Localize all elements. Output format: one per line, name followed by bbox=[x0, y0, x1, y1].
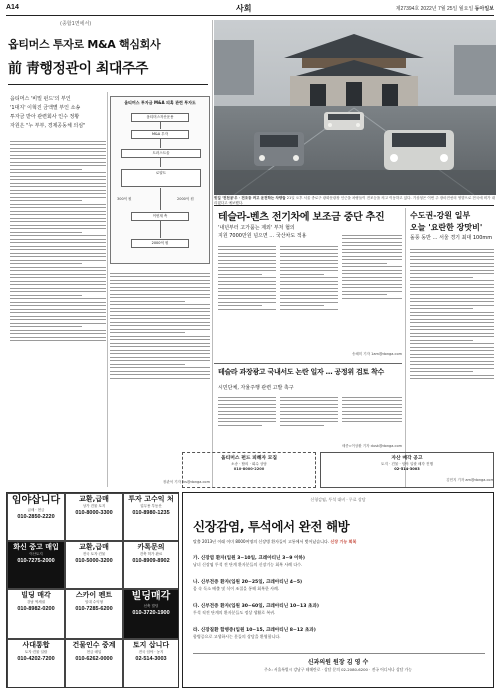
body-text-line bbox=[410, 312, 494, 313]
body-text-line bbox=[218, 270, 276, 271]
body-text-line bbox=[10, 239, 106, 240]
body-text-line bbox=[280, 274, 324, 275]
body-text-line bbox=[10, 172, 106, 173]
ad-item: 가. 신장염 환자(입원 3~10일, 크레아티닌 3~9 이하) 남녀 신장염 투석 전 단계 환자분들의 신장기능 회복 사례 다수. bbox=[193, 556, 305, 567]
main-story-body-col2 bbox=[110, 270, 210, 456]
tesla-body-col3 bbox=[342, 232, 402, 348]
ad-probe-body-col1 bbox=[218, 394, 276, 450]
body-text-line bbox=[218, 281, 276, 282]
body-text-line bbox=[410, 298, 494, 299]
body-text-line bbox=[10, 179, 106, 180]
body-text-line bbox=[280, 270, 338, 271]
diagram-node: 2000억 원 bbox=[131, 239, 189, 248]
body-text-line bbox=[342, 242, 402, 243]
diagram-arrow bbox=[160, 121, 161, 129]
body-text-line bbox=[410, 375, 494, 376]
body-text-line bbox=[342, 245, 402, 246]
body-text-line bbox=[280, 302, 338, 303]
ad-lead: 탈출 2013년 이래 이미 8000여명의 신장병 환자들이 고통에서 벗어났습니다. 신장 기능 회복 bbox=[193, 539, 357, 544]
body-text-line bbox=[342, 249, 402, 250]
body-text-line bbox=[410, 252, 494, 253]
body-text-line bbox=[10, 225, 106, 226]
body-text-line bbox=[218, 291, 276, 292]
tesla-body-col1 bbox=[218, 243, 276, 359]
body-text-line bbox=[410, 336, 494, 337]
body-text-line bbox=[110, 283, 210, 284]
body-text-line bbox=[342, 407, 402, 408]
body-text-line bbox=[218, 400, 276, 401]
body-text-line bbox=[10, 323, 106, 324]
body-text-line bbox=[110, 294, 210, 295]
body-text-line bbox=[342, 294, 387, 295]
classified-ad: 교환,급매 전국 토지·건물 010-5000-3200 bbox=[65, 541, 123, 589]
body-text-line bbox=[410, 315, 494, 316]
body-text-line bbox=[10, 141, 106, 142]
body-text-line bbox=[110, 301, 185, 302]
body-text-line bbox=[110, 339, 210, 340]
body-text-line bbox=[280, 309, 338, 310]
notice-ad: 옵티머스 펀드 피해자 모집 소송 · 합의 · 회수 상담 010-8000-2200 bbox=[182, 452, 316, 488]
rain-headline: 수도권-강원 일부 오늘 '요란한 장맛비' bbox=[410, 211, 483, 232]
body-text-line bbox=[410, 266, 494, 267]
body-text-line bbox=[342, 298, 402, 299]
body-text-line bbox=[110, 360, 210, 361]
body-text-line bbox=[342, 238, 402, 239]
body-text-line bbox=[410, 319, 494, 320]
body-text-line bbox=[342, 291, 402, 292]
body-text-line bbox=[280, 425, 324, 426]
body-text-line bbox=[10, 151, 106, 152]
body-text-line bbox=[342, 270, 402, 271]
body-text-line bbox=[280, 305, 324, 306]
body-text-line bbox=[410, 287, 494, 288]
body-text-line bbox=[10, 249, 106, 250]
body-text-line bbox=[280, 407, 338, 408]
classified-ads bbox=[6, 492, 179, 688]
headline-rule bbox=[8, 84, 208, 85]
news-photo-gwanghwamun bbox=[214, 20, 496, 195]
body-text-line bbox=[110, 276, 210, 277]
body-text-line bbox=[10, 340, 106, 341]
body-text-line bbox=[280, 295, 338, 296]
body-text-line bbox=[218, 418, 276, 419]
body-text-line bbox=[110, 367, 210, 368]
body-text-line bbox=[280, 291, 338, 292]
classified-ad: 카톡문의 건축 허가 완료 010-8909-8902 bbox=[123, 541, 179, 589]
body-text-line bbox=[280, 267, 338, 268]
body-text-line bbox=[410, 368, 494, 369]
section-rule bbox=[214, 363, 402, 364]
rain-subhead: 돌풍 동반 … 서울 경기 최대 100mm bbox=[410, 235, 493, 241]
tesla-subheads: '내년부터 고가품는 제외' 부처 협의 지원 7000만원 넘으면 … 국산차도 적용 bbox=[218, 225, 307, 239]
body-text-line bbox=[110, 343, 210, 344]
photo-illustration bbox=[214, 20, 496, 195]
body-text-line bbox=[280, 253, 338, 254]
body-text-line bbox=[10, 298, 106, 299]
body-text-line bbox=[10, 221, 106, 222]
body-text-line bbox=[410, 277, 473, 278]
body-text-line bbox=[10, 256, 106, 257]
body-text-line bbox=[110, 371, 210, 372]
diagram-node: 로얄트 bbox=[121, 169, 201, 187]
body-text-line bbox=[110, 273, 210, 274]
body-text-line bbox=[218, 421, 276, 422]
body-text-line bbox=[10, 158, 106, 159]
body-text-line bbox=[10, 260, 106, 261]
body-text-line bbox=[410, 361, 494, 362]
body-text-line bbox=[410, 322, 494, 323]
body-text-line bbox=[110, 315, 210, 316]
main-story-byline: 장관석 기자 jks@donga.com bbox=[163, 480, 210, 484]
body-text-line bbox=[218, 288, 276, 289]
body-text-line bbox=[10, 155, 106, 156]
ad-footer-rule bbox=[193, 653, 485, 654]
body-text-line bbox=[10, 242, 106, 243]
body-text-line bbox=[342, 235, 402, 236]
body-text-line bbox=[218, 298, 276, 299]
ad-probe-body-col2 bbox=[280, 394, 338, 450]
body-text-line bbox=[110, 308, 210, 309]
ad-clinic-info: 주소: 서울특별시 강남구 테헤란로 · 상담 문의 02-2080-6200 · 전국 어디서나 상담 가능 bbox=[264, 667, 412, 672]
body-text-line bbox=[10, 284, 106, 285]
diagram-node: 트러스트올 bbox=[121, 149, 201, 158]
ad-clinic-name: 신과의원 원장 김 영 수 bbox=[307, 659, 369, 666]
body-text-line bbox=[410, 256, 494, 257]
body-text-line bbox=[110, 374, 210, 375]
body-text-line bbox=[280, 260, 338, 261]
body-text-line bbox=[342, 418, 402, 419]
classified-ad: 임야삽니다 급매 · 현금 010-2850-2220 bbox=[7, 493, 65, 541]
investment-diagram bbox=[110, 96, 210, 264]
body-text-line bbox=[10, 162, 106, 163]
classified-ad: 빌딩 매각 강남 역세권 010-8982-0200 bbox=[7, 589, 65, 639]
body-text-line bbox=[410, 357, 494, 358]
tesla-byline: 송혜미 기자 1am@donga.com bbox=[352, 352, 402, 356]
body-text-line bbox=[110, 318, 210, 319]
body-text-line bbox=[10, 148, 106, 149]
body-text-line bbox=[10, 319, 106, 320]
body-text-line bbox=[410, 350, 494, 351]
body-text-line bbox=[110, 287, 210, 288]
diagram-node: M&A 투자 bbox=[131, 130, 189, 139]
body-text-line bbox=[110, 322, 210, 323]
body-text-line bbox=[342, 404, 402, 405]
column-divider bbox=[107, 92, 108, 487]
body-text-line bbox=[410, 308, 473, 309]
body-text-line bbox=[410, 354, 494, 355]
body-text-line bbox=[10, 232, 82, 233]
classified-ad: 사대통합 토지·건물 일괄 010-4202-7200 bbox=[7, 639, 65, 688]
ad-item: 라. 신장질환 합병증(입원 10~15, 크레아티닌 8~12 초과) 합병증으로 고생하시는 분들의 상담을 환영합니다. bbox=[193, 628, 316, 639]
body-text-line bbox=[110, 325, 210, 326]
body-text-line bbox=[218, 411, 276, 412]
body-text-line bbox=[410, 280, 494, 281]
body-text-line bbox=[10, 214, 106, 215]
body-text-line bbox=[10, 263, 82, 264]
diagram-node: 이헌재 측 bbox=[131, 212, 189, 221]
diagram-title: 옵티머스 투자금 M&A 의혹 관련 투자도 bbox=[124, 100, 196, 105]
classified-ad: 건물인수 중계 현금 매입 010-6262-0000 bbox=[65, 639, 123, 688]
body-text-line bbox=[410, 305, 494, 306]
body-text-line bbox=[218, 302, 276, 303]
ad-item: 나. 신부전증 환자(입원 20~25일, 크레아티닌 4~5) 몸 속 독소 배출 및 식이 조절을 통해 회복한 사례. bbox=[193, 580, 303, 591]
body-text-line bbox=[342, 421, 402, 422]
classified-ad: 교환,급매 상가 건물 토지 010-8000-3300 bbox=[65, 493, 123, 541]
body-text-line bbox=[10, 228, 106, 229]
body-text-line bbox=[280, 418, 338, 419]
body-text-line bbox=[410, 294, 494, 295]
notice-ad-2: 자산 매각 공고 토지 · 건물 · 임야 일괄 매각 진행 02-514-3003 bbox=[320, 452, 494, 488]
tesla-headline: 테슬라-벤츠 전기차에 보조금 중단 추진 bbox=[218, 212, 385, 223]
body-text-line bbox=[218, 407, 276, 408]
classified-ad: 스카이 펜트 임대 수익형 010-7285-6200 bbox=[65, 589, 123, 639]
ad-headline: 신장감염, 투석에서 완전 해방 bbox=[193, 519, 350, 534]
clinic-advertisement bbox=[182, 492, 494, 688]
body-text-line bbox=[410, 284, 494, 285]
body-text-line bbox=[280, 414, 338, 415]
body-text-line bbox=[10, 165, 106, 166]
body-text-line bbox=[280, 411, 338, 412]
rain-body bbox=[410, 246, 494, 474]
body-text-line bbox=[410, 291, 494, 292]
body-text-line bbox=[218, 404, 276, 405]
classified-ad: 토지 삽니다 전국 임야 · 농지 02-514-3003 bbox=[123, 639, 179, 688]
body-text-line bbox=[342, 259, 402, 260]
body-text-line bbox=[110, 364, 185, 365]
diagram-arrow bbox=[160, 138, 161, 148]
body-text-line bbox=[10, 270, 106, 271]
body-text-line bbox=[110, 297, 210, 298]
body-text-line bbox=[10, 274, 106, 275]
body-text-line bbox=[10, 267, 106, 268]
body-text-line bbox=[410, 301, 494, 302]
body-text-line bbox=[342, 273, 402, 274]
body-text-line bbox=[10, 333, 106, 334]
body-text-line bbox=[410, 326, 494, 327]
main-headline-line1: 옵티머스 투자로 M&A 핵심회사 bbox=[8, 38, 161, 51]
body-text-line bbox=[110, 336, 210, 337]
body-text-line bbox=[280, 298, 338, 299]
body-text-line bbox=[110, 332, 185, 333]
body-text-line bbox=[10, 190, 106, 191]
story-kicker: (종합1면에서) bbox=[60, 21, 92, 27]
body-text-line bbox=[280, 404, 338, 405]
body-text-line bbox=[410, 371, 473, 372]
body-text-line bbox=[10, 183, 106, 184]
body-text-line bbox=[280, 397, 338, 398]
body-text-line bbox=[410, 249, 494, 250]
body-text-line bbox=[410, 329, 494, 330]
classified-ad: 화신 중고 매입 이산토지 010-7275-2000 bbox=[7, 541, 65, 589]
ad-probe-subhead: 시민단체, 자율주행 관련 고발 촉구 bbox=[218, 385, 294, 391]
body-text-line bbox=[10, 176, 106, 177]
body-text-line bbox=[280, 277, 338, 278]
body-text-line bbox=[218, 414, 276, 415]
body-text-line bbox=[10, 144, 106, 145]
body-text-line bbox=[110, 329, 210, 330]
body-text-line bbox=[110, 311, 210, 312]
body-text-line bbox=[280, 284, 338, 285]
ad-probe-body-col3 bbox=[342, 394, 402, 444]
body-text-line bbox=[342, 252, 402, 253]
body-text-line bbox=[280, 421, 338, 422]
body-text-line bbox=[410, 364, 494, 365]
body-text-line bbox=[218, 397, 276, 398]
body-text-line bbox=[218, 309, 276, 310]
section-name: 사회 bbox=[236, 4, 252, 13]
body-text-line bbox=[218, 256, 276, 257]
body-text-line bbox=[10, 305, 106, 306]
body-text-line bbox=[110, 346, 210, 347]
body-text-line bbox=[10, 193, 106, 194]
body-text-line bbox=[10, 253, 106, 254]
body-text-line bbox=[410, 333, 494, 334]
ad-item: 다. 신부전증 환자(입원 30~60일, 크레아티닌 10~13 초과) 투석 직전 단계의 환자분들도 정상 생활로 복귀. bbox=[193, 604, 319, 615]
diagram-label-left: 300억 원 bbox=[117, 197, 132, 201]
body-text-line bbox=[280, 281, 338, 282]
ad-probe-byline: 세종=이상환 기자 dusk@donga.com bbox=[341, 444, 402, 448]
body-text-line bbox=[218, 277, 276, 278]
diagram-arrow bbox=[160, 220, 161, 238]
body-text-line bbox=[218, 267, 276, 268]
body-text-line bbox=[10, 309, 106, 310]
body-text-line bbox=[10, 235, 106, 236]
page-header bbox=[6, 4, 494, 16]
body-text-line bbox=[10, 186, 106, 187]
body-text-line bbox=[10, 337, 106, 338]
body-text-line bbox=[342, 284, 402, 285]
diagram-arrow bbox=[160, 188, 161, 210]
body-text-line bbox=[342, 277, 402, 278]
body-text-line bbox=[10, 218, 106, 219]
body-text-line bbox=[10, 302, 106, 303]
body-text-line bbox=[10, 312, 106, 313]
body-text-line bbox=[410, 347, 494, 348]
body-text-line bbox=[10, 330, 106, 331]
body-text-line bbox=[280, 256, 338, 257]
body-text-line bbox=[342, 287, 402, 288]
body-text-line bbox=[10, 204, 106, 205]
body-text-line bbox=[342, 266, 402, 267]
ad-top-bar: 신청감염, 투석 대비 · 무료 상담 bbox=[310, 497, 366, 502]
body-text-line bbox=[10, 316, 106, 317]
body-text-line bbox=[10, 246, 106, 247]
body-text-line bbox=[218, 305, 262, 306]
body-text-line bbox=[218, 260, 276, 261]
section-rule bbox=[214, 205, 494, 206]
body-text-line bbox=[110, 378, 210, 379]
body-text-line bbox=[110, 280, 210, 281]
diagram-arrow bbox=[160, 157, 161, 167]
main-story-body-col1 bbox=[10, 138, 106, 486]
body-text-line bbox=[10, 295, 82, 296]
body-text-line bbox=[10, 200, 82, 201]
ad-probe-headline: 테슬라 과장광고 국내서도 논란 일자 … 공정위 검토 착수 bbox=[218, 368, 384, 376]
photo-caption: 빗길 '전천공'우 · 전조등 켜고 운전하는 차량들 21일 오후 서울 종로구 광화문광장 인근을 차량들이 전조등을 켜고 이동하고 있다. 기상청은 이번 주 장마전선의 영향으로 전국에 비가 내리겠다고 예보했다. bbox=[214, 196, 495, 205]
body-text-line bbox=[342, 397, 402, 398]
body-text-line bbox=[218, 284, 276, 285]
body-text-line bbox=[410, 378, 494, 379]
column-divider bbox=[212, 20, 213, 488]
body-text-line bbox=[10, 211, 106, 212]
body-text-line bbox=[10, 169, 82, 170]
body-text-line bbox=[410, 340, 473, 341]
body-text-line bbox=[342, 256, 402, 257]
body-text-line bbox=[280, 288, 338, 289]
main-headline-line2: 前 靑행정관이 최대주주 bbox=[8, 61, 148, 77]
body-text-line bbox=[110, 304, 210, 305]
body-text-line bbox=[410, 259, 494, 260]
body-text-line bbox=[10, 291, 106, 292]
column-divider bbox=[405, 208, 406, 488]
body-text-line bbox=[342, 411, 402, 412]
body-text-line bbox=[342, 414, 402, 415]
diagram-node: 옵티머스자산운용 bbox=[131, 113, 189, 122]
diagram-label-right: 2000억 원 bbox=[177, 197, 194, 201]
body-text-line bbox=[10, 197, 106, 198]
page-number: A14 bbox=[6, 4, 19, 11]
classified-ad: 투자 고수익 처 업무용 부동산 010-8980-1235 bbox=[123, 493, 179, 541]
body-text-line bbox=[110, 290, 210, 291]
body-text-line bbox=[218, 295, 276, 296]
tesla-body-col2 bbox=[280, 243, 338, 359]
body-text-line bbox=[218, 246, 276, 247]
body-text-line bbox=[110, 357, 210, 358]
body-text-line bbox=[280, 246, 338, 247]
body-text-line bbox=[410, 343, 494, 344]
body-text-line bbox=[10, 326, 82, 327]
rain-byline: 김민지 기자 am@donga.com bbox=[446, 478, 494, 482]
story-subheads: 옵티머스 '비밀 펀드'의 부인 '1대지' 이혁진 금액별 부인 소송 투자금 받아 관련회사 인수 정황 자원은 "누 부부, 경제공동체 의심" bbox=[10, 96, 86, 129]
body-text-line bbox=[410, 270, 494, 271]
body-text-line bbox=[218, 274, 262, 275]
body-text-line bbox=[218, 425, 262, 426]
body-text-line bbox=[342, 280, 402, 281]
body-text-line bbox=[218, 249, 276, 250]
body-text-line bbox=[410, 263, 494, 264]
body-text-line bbox=[280, 263, 338, 264]
body-text-line bbox=[342, 263, 387, 264]
classified-ad: 빌딩매각 신축 빌딩 010-3720-1900 bbox=[123, 589, 179, 639]
body-text-line bbox=[410, 273, 494, 274]
body-text-line bbox=[218, 263, 276, 264]
body-text-line bbox=[110, 350, 210, 351]
edition-info: 제27394호 2022년 7월 25일 월요일 동아일보 bbox=[395, 6, 494, 12]
body-text-line bbox=[10, 288, 106, 289]
body-text-line bbox=[10, 207, 106, 208]
body-text-line bbox=[280, 400, 338, 401]
body-text-line bbox=[218, 253, 276, 254]
body-text-line bbox=[280, 249, 338, 250]
body-text-line bbox=[10, 277, 106, 278]
body-text-line bbox=[110, 353, 210, 354]
body-text-line bbox=[342, 400, 402, 401]
body-text-line bbox=[10, 281, 106, 282]
